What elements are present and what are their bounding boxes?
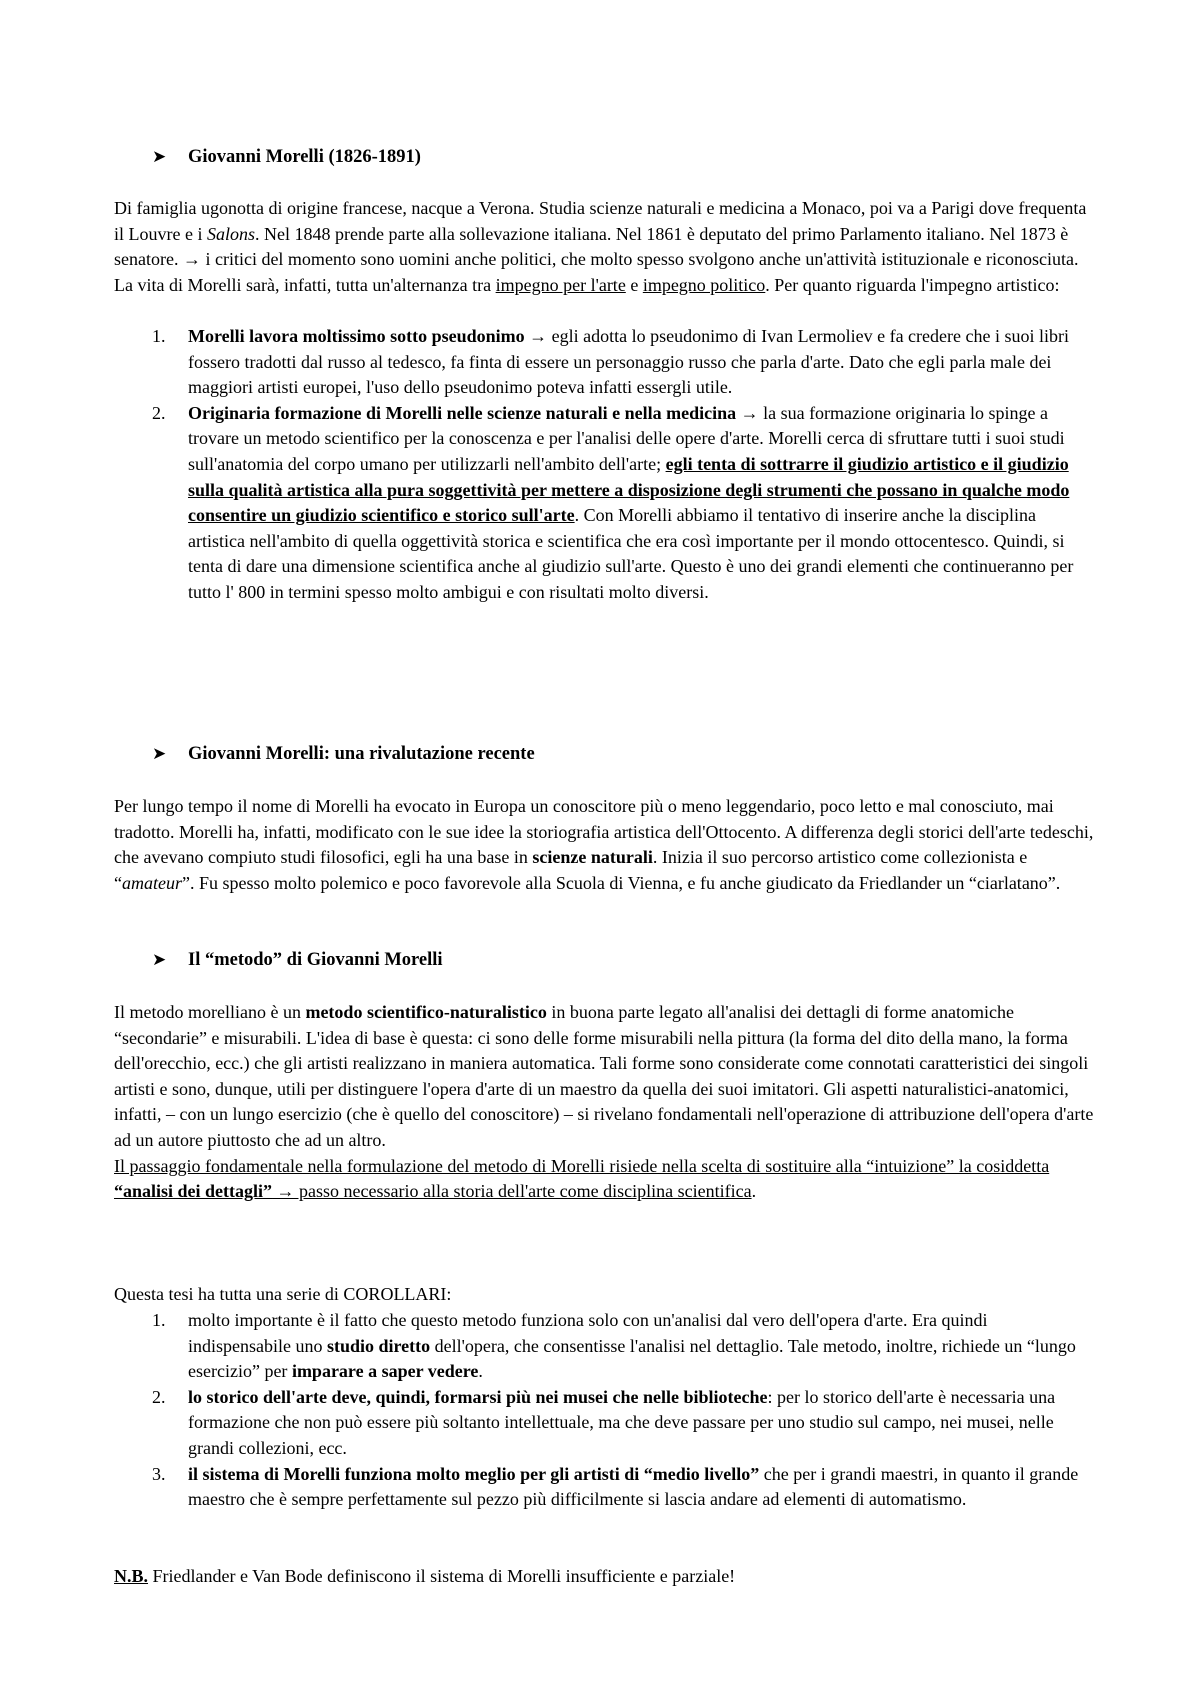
method-paragraph: Il metodo morelliano è un metodo scientifico-naturalistico in buona parte legato all'analisi dei dettagli di forme anatomiche “secondarie” e misurabili. L'idea di base è questa: ci sono delle forme misurabili nella pittura (la forma del dito della mano, la forma dell'orecchio, ecc.) che gli artisti realizzano in maniera automatica. Tali forme sono considerate come connotati caratteristici dei singoli artisti e sono, dunque, utili per distinguere l'opera d'arte di un maestro da quella dei suoi imitatori. Gli aspetti naturalistici-anatomici, infatti, – con un lungo esercizio (che è quello del conoscitore) – si rivelano fondamentali nell'operazione di attribuzione dell'opera d'arte ad un autore piuttosto che ad un altro. Il passaggio fondamentale nella formulazione del metodo di Morelli risiede nella scelta di sostituire alla “intuizione” la cosiddetta “analisi dei dettagli” → passo necessario alla storia dell'arte come disciplina scientifica. (114, 1002, 1094, 1202)
list-item: 1. Morelli lavora moltissimo sotto pseudonimo → egli adotta lo pseudonimo di Ivan Lermoliev e fa credere che i suoi libri fossero tradotti dal russo al tedesco, fa finta di essere un personaggio russo che parla d'arte. Dato che egli parla male dei maggiori artisti europei, l'uso dello pseudonimo poteva infatti essergli utile. (152, 326, 1069, 398)
reevaluation-paragraph: Per lungo tempo il nome di Morelli ha evocato in Europa un conoscitore più o meno leggendario, poco letto e mal conosciuto, mai tradotto. Morelli ha, infatti, modificato con le sue idee la storiografia artistica dell'Ottocento. A differenza degli storici dell'arte tedeschi, che avevano compiuto studi filosofici, egli ha una base in scienze naturali. Inizia il suo percorso artistico come collezionista e “amateur”. Fu spesso molto polemico e poco favorevole alla Scuola di Vienna, e fu anche giudicato da Friedlander un “ciarlatano”. (114, 796, 1094, 893)
arrowhead-bullet-icon: ➤ (152, 744, 167, 764)
arrowhead-bullet-icon: ➤ (152, 147, 167, 167)
list-item: 1. molto importante è il fatto che questo metodo funziona solo con un'analisi dal vero dell'opera d'arte. Era quindi indispensabile uno studio diretto dell'opera, che consentisse l'analisi nel dettaglio. Tale metodo, inoltre, richiede un “lungo esercizio” per imparare a saper vedere. (152, 1310, 1076, 1382)
list-item: 3. il sistema di Morelli funziona molto meglio per gli artisti di “medio livello” che per i grandi maestri, in quanto il grande maestro che è sempre perfettamente sul pezzo più difficilmente si lascia andare ad elementi di automatismo. (152, 1463, 1079, 1510)
artistic-commitment-list (114, 324, 1094, 606)
list-item: 2. Originaria formazione di Morelli nelle scienze naturali e nella medicina → la sua formazione originaria lo spinge a trovare un metodo scientifico per la conoscenza e per l'analisi delle opere d'arte. Morelli cerca di sfruttare tutti i suoi studi sull'anatomia del corpo umano per utilizzarli nell'ambito dell'arte; egli tenta di sottrarre il giudizio artistico e il giudizio sulla qualità artistica alla pura soggettività per mettere a disposizione degli strumenti che possano in qualche modo consentire un giudizio scientifico e storico sull'arte. Con Morelli abbiamo il tentativo di inserire anche la disciplina artistica nell'ambito di quella oggettività storica e scientifica che era così importante per il mondo ottocentesco. Quindi, si tenta di dare una dimensione scientifica anche al giudizio sull'arte. Questo è uno dei grandi elementi che continueranno per tutto l' 800 in termini spesso molto ambigui e con risultati molto diversi. (152, 402, 1074, 602)
section-heading-3: ➤ Il “metodo” di Giovanni Morelli (152, 948, 443, 974)
list-item: 2. lo storico dell'arte deve, quindi, formarsi più nei musei che nelle biblioteche: per lo storico dell'arte è necessaria una formazione che non può essere più soltanto intellettuale, ma che deve passare per uno studio sul campo, nei musei, nelle grandi collezioni, ecc. (152, 1386, 1056, 1458)
intro-paragraph: Di famiglia ugonotta di origine francese, nacque a Verona. Studia scienze naturali e medicina a Monaco, poi va a Parigi dove frequenta il Louvre e i Salons. Nel 1848 prende parte alla sollevazione italiana. Nel 1861 è deputato del primo Parlamento italiano. Nel 1873 è senatore. → i critici del momento sono uomini anche politici, che molto spesso svolgono anche un'attività istituzionale e riconosciuta. La vita di Morelli sarà, infatti, tutta un'alternanza tra impegno per l'arte e impegno politico. Per quanto riguarda l'impegno artistico: (114, 198, 1087, 295)
section-heading-2: ➤ Giovanni Morelli: una rivalutazione recente (152, 742, 535, 768)
arrowhead-bullet-icon: ➤ (152, 950, 167, 970)
corollari-list (114, 1308, 1094, 1513)
corollari-intro: Questa tesi ha tutta una serie di COROLLARI: (114, 1284, 452, 1304)
nb-note: N.B. Friedlander e Van Bode definiscono il sistema di Morelli insufficiente e parziale! (114, 1566, 736, 1586)
section-heading-1: ➤ Giovanni Morelli (1826-1891) (152, 145, 421, 171)
